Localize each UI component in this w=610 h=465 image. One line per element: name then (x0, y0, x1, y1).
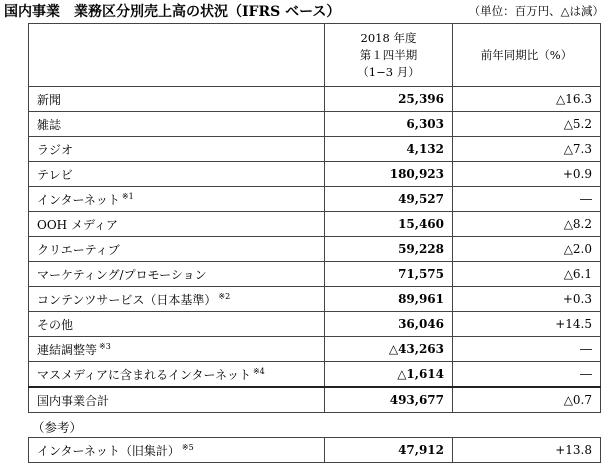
total-change: △0.7 (453, 387, 601, 413)
row-label: 雑誌 (37, 117, 62, 132)
table-row (29, 212, 601, 237)
row-label: マスメディアに含まれるインターネット (37, 367, 251, 382)
table-row (29, 112, 601, 137)
row-footnote-mark: ※1 (121, 191, 134, 201)
row-label-cell (29, 262, 325, 287)
row-value: 15,460 (325, 212, 453, 237)
table-row (29, 362, 601, 388)
reference-row-value: 47,912 (325, 438, 453, 463)
row-value: 49,527 (325, 187, 453, 212)
header-period (325, 24, 453, 87)
row-change: △16.3 (453, 87, 601, 112)
table-row (29, 312, 601, 337)
row-change: ― (453, 337, 601, 362)
row-value: 4,132 (325, 137, 453, 162)
row-label: OOH メディア (37, 217, 118, 232)
row-label: マーケティング/プロモーション (37, 267, 207, 282)
header-period-quarter: 第１四半期 (359, 47, 418, 62)
row-label-cell (29, 187, 325, 212)
row-label-cell (29, 162, 325, 187)
row-label: インターネット (37, 192, 120, 207)
row-value: 89,961 (325, 287, 453, 312)
table-row (29, 162, 601, 187)
table-row (29, 187, 601, 212)
row-label-cell (29, 237, 325, 262)
reference-row-label-cell (29, 438, 325, 463)
reference-row (29, 438, 601, 463)
row-value: 59,228 (325, 237, 453, 262)
row-label: コンテンツサービス（日本基準） (37, 292, 217, 307)
row-change: +14.5 (453, 312, 601, 337)
table-row (29, 287, 601, 312)
row-label: ラジオ (37, 142, 74, 157)
row-change: △8.2 (453, 212, 601, 237)
row-value: 25,396 (325, 87, 453, 112)
row-value: 6,303 (325, 112, 453, 137)
reference-row-change: +13.8 (453, 438, 601, 463)
row-label-cell (29, 337, 325, 362)
table-row (29, 137, 601, 162)
header-period-months: （1−3 月） (357, 64, 420, 79)
row-label-cell (29, 287, 325, 312)
row-label-cell (29, 137, 325, 162)
row-change: △6.1 (453, 262, 601, 287)
total-row (29, 387, 601, 413)
row-value: △43,263 (325, 337, 453, 362)
header-period-year: 2018 年度 (360, 30, 417, 45)
row-label-cell (29, 312, 325, 337)
table-row (29, 87, 601, 112)
row-footnote-mark: ※2 (218, 291, 231, 301)
row-label: テレビ (37, 167, 73, 182)
row-label: 連結調整等 (37, 342, 98, 357)
table-row (29, 262, 601, 287)
row-label: 新聞 (37, 92, 62, 107)
row-footnote-mark: ※3 (99, 341, 111, 351)
row-label-cell (29, 212, 325, 237)
row-change: △2.0 (453, 237, 601, 262)
row-change: △7.3 (453, 137, 601, 162)
row-label-cell (29, 362, 325, 388)
row-value: 36,046 (325, 312, 453, 337)
total-label: 国内事業合計 (29, 387, 325, 413)
total-value: 493,677 (325, 387, 453, 413)
table-row (29, 237, 601, 262)
sales-table (28, 23, 601, 413)
row-value: △1,614 (325, 362, 453, 388)
row-footnote-mark: ※4 (252, 366, 265, 376)
row-change: +0.3 (453, 287, 601, 312)
reference-label: （参考） (32, 420, 83, 435)
row-change: ― (453, 187, 601, 212)
row-label-cell (29, 112, 325, 137)
row-label: クリエーティブ (37, 242, 120, 257)
table-header-row (29, 24, 601, 87)
row-change: ― (453, 362, 601, 388)
table-title: 国内事業 業務区分別売上高の状況（IFRS ベース） (4, 4, 341, 20)
header-change: 前年同期比（%） (453, 24, 601, 87)
reference-row-note: ※5 (181, 442, 194, 452)
row-change: +0.9 (453, 162, 601, 187)
row-value: 71,575 (325, 262, 453, 287)
row-label: その他 (37, 317, 74, 332)
table-row (29, 337, 601, 362)
unit-note: （単位：百万円、△は減） (468, 4, 604, 18)
row-change: △5.2 (453, 112, 601, 137)
header-category (29, 24, 325, 87)
reference-row-label: インターネット（旧集計） (37, 443, 180, 458)
row-label-cell (29, 87, 325, 112)
reference-table (28, 437, 601, 463)
row-value: 180,923 (325, 162, 453, 187)
